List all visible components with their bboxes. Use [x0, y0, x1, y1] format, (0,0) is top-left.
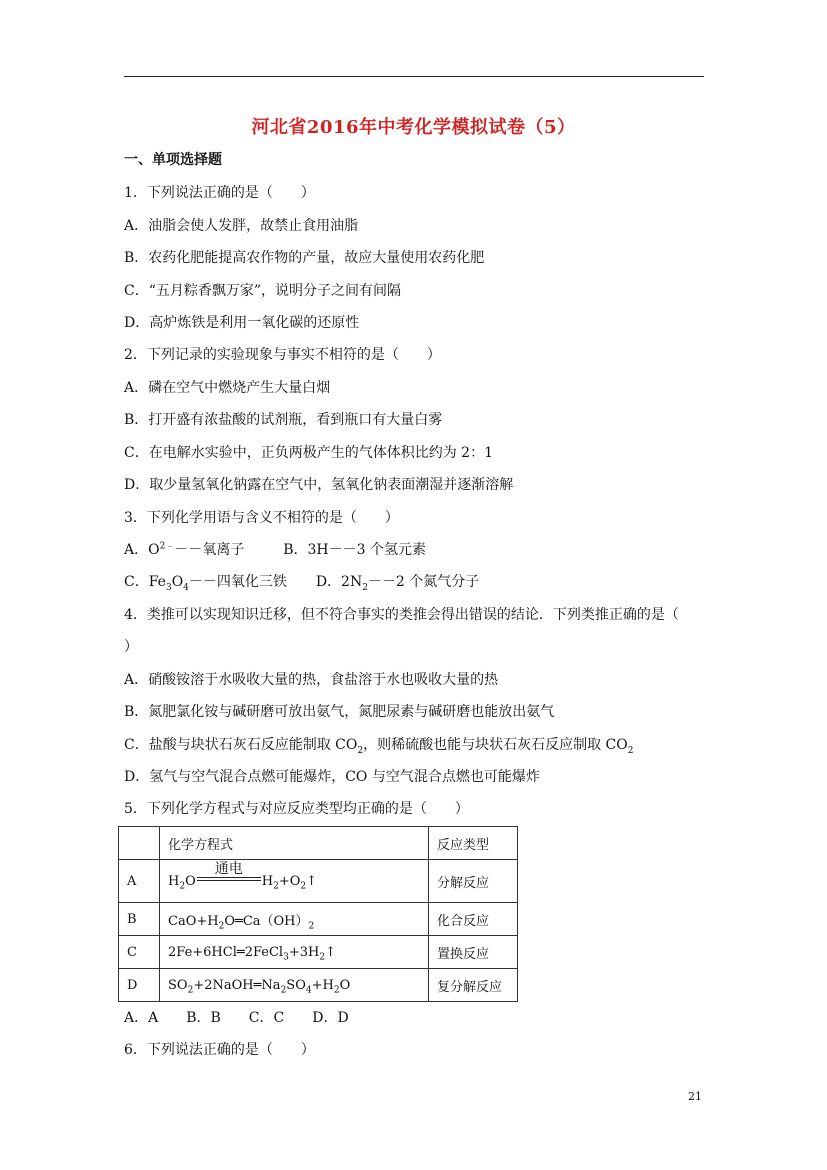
q5-equation-table — [118, 826, 518, 1002]
row-label: C — [119, 936, 160, 969]
q4-stem-line2: ） — [124, 639, 138, 655]
q3-option-b: B．3H－－3 个氢元素 — [283, 542, 426, 558]
gas-arrow-icon: ↑ — [325, 944, 336, 960]
chemical-equation: $CaO+H_2O═Ca(OH)_2$ — [160, 903, 429, 936]
q1-option-b: B．农药化肥能提高农作物的产量，故应大量使用农药化肥 — [124, 250, 485, 266]
table-row — [119, 903, 518, 936]
section-heading: 一、单项选择题 — [124, 152, 222, 168]
header-rule — [124, 76, 704, 77]
reaction-condition: 通电 — [197, 877, 261, 885]
row-label: D — [119, 969, 160, 1002]
q6-stem: 6．下列说法正确的是（ ） — [124, 1042, 315, 1058]
row-label: B — [119, 903, 160, 936]
q2-option-c: C．在电解水实验中，正负两极产生的气体体积比约为 2：1 — [124, 445, 493, 461]
table-row — [119, 936, 518, 969]
q2-option-b: B．打开盛有浓盐酸的试剂瓶，看到瓶口有大量白雾 — [124, 412, 443, 428]
q4-stem-line1: 4．类推可以实现知识迁移，但不符合事实的类推会得出错误的结论．下列类推正确的是（ — [124, 607, 679, 623]
q3-option-a: A．$O^{2﹣}--$氧离子 — [124, 541, 245, 558]
q2-option-a: A．磷在空气中燃烧产生大量白烟 — [124, 380, 331, 396]
page-number: 21 — [688, 1090, 702, 1103]
q1-option-c: C．“五月粽香飘万家”，说明分子之间有间隔 — [124, 283, 402, 299]
q2-stem: 2．下列记录的实验现象与事实不相符的是（ ） — [124, 347, 441, 363]
table-row — [119, 969, 518, 1002]
chemical-equation: $H_2O$ 通电 $H_2+O_2↑$ — [160, 860, 429, 903]
q5-stem: 5．下列化学方程式与对应反应类型均正确的是（ ） — [124, 801, 469, 817]
q4-option-b: B．氮肥氯化铵与碱研磨可放出氨气，氮肥尿素与碱研磨也能放出氨气 — [124, 704, 555, 720]
gas-arrow-icon: ↑ — [306, 873, 318, 889]
row-label: A — [119, 860, 160, 903]
q3-option-d: D．$2N_2--2$ 个氮气分子 — [315, 574, 480, 593]
reaction-type: 化合反应 — [429, 903, 518, 936]
table-header-row — [119, 827, 518, 860]
q3-options-ab — [124, 541, 426, 559]
q1-option-d: D．高炉炼铁是利用一氧化碳的还原性 — [124, 315, 360, 331]
reaction-type: 分解反应 — [429, 860, 518, 903]
table-header-cell — [119, 827, 160, 860]
q3-option-c: C．$Fe_3O_4--$四氧化三铁 — [124, 574, 287, 593]
q1-option-a: A．油脂会使人发胖，故禁止食用油脂 — [124, 218, 359, 234]
reaction-type: 复分解反应 — [429, 969, 518, 1002]
q3-options-cd — [124, 573, 479, 591]
page-title: 河北省2016年中考化学模拟试卷（5） — [251, 117, 576, 138]
table-header-cell: 化学方程式 — [160, 827, 429, 860]
reaction-type: 置换反应 — [429, 936, 518, 969]
chemical-equation: $2Fe+6HCl═2FeCl_3+3H_2↑$ — [160, 936, 429, 969]
q4-option-d: D．氢气与空气混合点燃可能爆炸，CO 与空气混合点燃也可能爆炸 — [124, 769, 540, 785]
q4-option-c: C．盐酸与块状石灰石反应能制取 $CO_2$，则稀硫酸也能与块状石灰石反应制取 $CO_2$ — [124, 737, 634, 756]
q5-options: A．A B．B C．C D．D — [124, 1010, 349, 1026]
q4-option-a: A．硝酸铵溶于水吸收大量的热，食盐溶于水也吸收大量的热 — [124, 672, 499, 688]
table-row — [119, 860, 518, 903]
chemical-equation: $SO_2+2NaOH═Na_2SO_4+H_2O$ — [160, 969, 429, 1002]
table-header-cell: 反应类型 — [429, 827, 518, 860]
q1-stem: 1．下列说法正确的是（ ） — [124, 185, 315, 201]
q2-option-d: D．取少量氢氧化钠露在空气中，氢氧化钠表面潮湿并逐渐溶解 — [124, 477, 514, 493]
q3-stem: 3．下列化学用语与含义不相符的是（ ） — [124, 510, 399, 526]
